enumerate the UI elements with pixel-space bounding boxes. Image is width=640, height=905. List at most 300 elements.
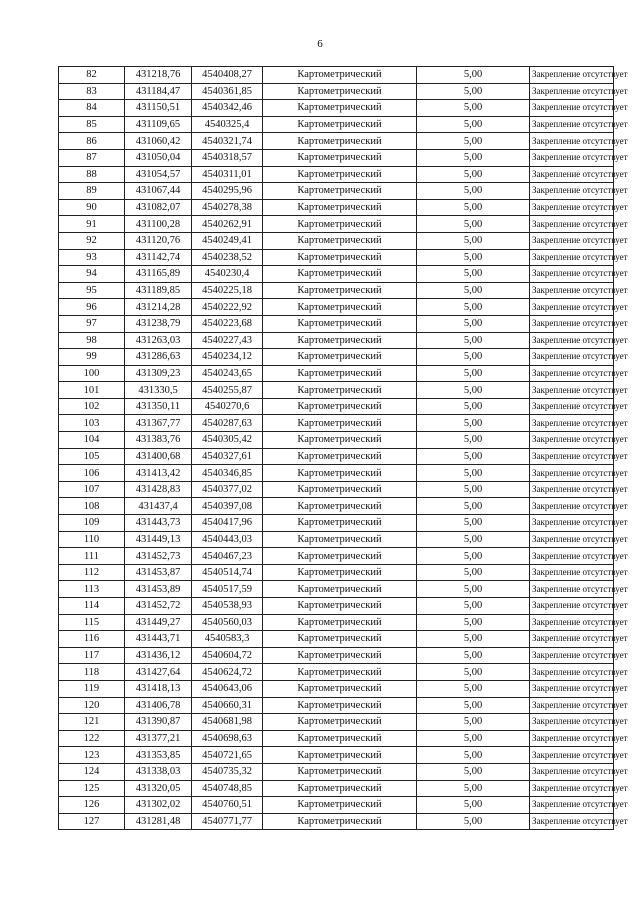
- accuracy-cell: 5,00: [417, 631, 530, 648]
- table-row: [59, 714, 614, 731]
- accuracy-cell: 5,00: [417, 465, 530, 482]
- point-number-cell: 82: [59, 67, 125, 84]
- y-coordinate-cell: 4540287,63: [192, 415, 263, 432]
- y-coordinate-cell: 4540278,38: [192, 199, 263, 216]
- point-number-cell: 114: [59, 598, 125, 615]
- table-row: [59, 133, 614, 150]
- status-cell: Закрепление отсутствует: [530, 680, 614, 697]
- method-cell: Картометрический: [263, 83, 417, 100]
- x-coordinate-cell: 431184,47: [125, 83, 192, 100]
- x-coordinate-cell: 431189,85: [125, 282, 192, 299]
- x-coordinate-cell: 431286,63: [125, 349, 192, 366]
- accuracy-cell: 5,00: [417, 249, 530, 266]
- point-number-cell: 86: [59, 133, 125, 150]
- status-cell: Закрепление отсутствует: [530, 149, 614, 166]
- method-cell: Картометрический: [263, 598, 417, 615]
- x-coordinate-cell: 431406,78: [125, 697, 192, 714]
- x-coordinate-cell: 431120,76: [125, 232, 192, 249]
- method-cell: Картометрический: [263, 249, 417, 266]
- status-cell: Закрепление отсутствует: [530, 498, 614, 515]
- accuracy-cell: 5,00: [417, 332, 530, 349]
- accuracy-cell: 5,00: [417, 664, 530, 681]
- y-coordinate-cell: 4540624,72: [192, 664, 263, 681]
- status-cell: Закрепление отсутствует: [530, 763, 614, 780]
- y-coordinate-cell: 4540467,23: [192, 548, 263, 565]
- table-row: [59, 813, 614, 830]
- point-number-cell: 108: [59, 498, 125, 515]
- accuracy-cell: 5,00: [417, 481, 530, 498]
- y-coordinate-cell: 4540270,6: [192, 398, 263, 415]
- y-coordinate-cell: 4540243,65: [192, 365, 263, 382]
- method-cell: Картометрический: [263, 647, 417, 664]
- method-cell: Картометрический: [263, 282, 417, 299]
- method-cell: Картометрический: [263, 481, 417, 498]
- method-cell: Картометрический: [263, 614, 417, 631]
- method-cell: Картометрический: [263, 216, 417, 233]
- y-coordinate-cell: 4540583,3: [192, 631, 263, 648]
- status-cell: Закрепление отсутствует: [530, 697, 614, 714]
- accuracy-cell: 5,00: [417, 747, 530, 764]
- x-coordinate-cell: 431320,05: [125, 780, 192, 797]
- y-coordinate-cell: 4540361,85: [192, 83, 263, 100]
- table-row: [59, 664, 614, 681]
- accuracy-cell: 5,00: [417, 166, 530, 183]
- point-number-cell: 90: [59, 199, 125, 216]
- status-cell: Закрепление отсутствует: [530, 166, 614, 183]
- x-coordinate-cell: 431400,68: [125, 448, 192, 465]
- point-number-cell: 103: [59, 415, 125, 432]
- y-coordinate-cell: 4540318,57: [192, 149, 263, 166]
- status-cell: Закрепление отсутствует: [530, 266, 614, 283]
- accuracy-cell: 5,00: [417, 763, 530, 780]
- y-coordinate-cell: 4540397,08: [192, 498, 263, 515]
- point-number-cell: 109: [59, 515, 125, 532]
- method-cell: Картометрический: [263, 183, 417, 200]
- status-cell: Закрепление отсутствует: [530, 614, 614, 631]
- status-cell: Закрепление отсутствует: [530, 747, 614, 764]
- method-cell: Картометрический: [263, 747, 417, 764]
- status-cell: Закрепление отсутствует: [530, 349, 614, 366]
- table-row: [59, 249, 614, 266]
- status-cell: Закрепление отсутствует: [530, 67, 614, 84]
- method-cell: Картометрический: [263, 299, 417, 316]
- accuracy-cell: 5,00: [417, 133, 530, 150]
- table-row: [59, 697, 614, 714]
- table-row: [59, 266, 614, 283]
- x-coordinate-cell: 431377,21: [125, 730, 192, 747]
- status-cell: Закрепление отсутствует: [530, 797, 614, 814]
- y-coordinate-cell: 4540327,61: [192, 448, 263, 465]
- status-cell: Закрепление отсутствует: [530, 415, 614, 432]
- x-coordinate-cell: 431418,13: [125, 680, 192, 697]
- point-number-cell: 95: [59, 282, 125, 299]
- point-number-cell: 121: [59, 714, 125, 731]
- table-row: [59, 581, 614, 598]
- y-coordinate-cell: 4540321,74: [192, 133, 263, 150]
- accuracy-cell: 5,00: [417, 282, 530, 299]
- table-row: [59, 315, 614, 332]
- point-number-cell: 117: [59, 647, 125, 664]
- table-row: [59, 67, 614, 84]
- x-coordinate-cell: 431350,11: [125, 398, 192, 415]
- accuracy-cell: 5,00: [417, 581, 530, 598]
- status-cell: Закрепление отсутствует: [530, 398, 614, 415]
- point-number-cell: 83: [59, 83, 125, 100]
- method-cell: Картометрический: [263, 382, 417, 399]
- point-number-cell: 115: [59, 614, 125, 631]
- x-coordinate-cell: 431218,76: [125, 67, 192, 84]
- status-cell: Закрепление отсутствует: [530, 83, 614, 100]
- status-cell: Закрепление отсутствует: [530, 813, 614, 830]
- y-coordinate-cell: 4540760,51: [192, 797, 263, 814]
- y-coordinate-cell: 4540408,27: [192, 67, 263, 84]
- y-coordinate-cell: 4540604,72: [192, 647, 263, 664]
- method-cell: Картометрический: [263, 315, 417, 332]
- x-coordinate-cell: 431067,44: [125, 183, 192, 200]
- point-number-cell: 122: [59, 730, 125, 747]
- point-number-cell: 99: [59, 349, 125, 366]
- status-cell: Закрепление отсутствует: [530, 647, 614, 664]
- y-coordinate-cell: 4540342,46: [192, 100, 263, 117]
- accuracy-cell: 5,00: [417, 714, 530, 731]
- accuracy-cell: 5,00: [417, 614, 530, 631]
- status-cell: Закрепление отсутствует: [530, 100, 614, 117]
- x-coordinate-cell: 431436,12: [125, 647, 192, 664]
- point-number-cell: 97: [59, 315, 125, 332]
- accuracy-cell: 5,00: [417, 232, 530, 249]
- status-cell: Закрепление отсутствует: [530, 199, 614, 216]
- method-cell: Картометрический: [263, 664, 417, 681]
- status-cell: Закрепление отсутствует: [530, 249, 614, 266]
- table-row: [59, 349, 614, 366]
- table-row: [59, 763, 614, 780]
- method-cell: Картометрический: [263, 199, 417, 216]
- y-coordinate-cell: 4540748,85: [192, 780, 263, 797]
- method-cell: Картометрический: [263, 149, 417, 166]
- table-row: [59, 481, 614, 498]
- table-row: [59, 680, 614, 697]
- accuracy-cell: 5,00: [417, 780, 530, 797]
- y-coordinate-cell: 4540230,4: [192, 266, 263, 283]
- point-number-cell: 110: [59, 531, 125, 548]
- x-coordinate-cell: 431309,23: [125, 365, 192, 382]
- status-cell: Закрепление отсутствует: [530, 631, 614, 648]
- status-cell: Закрепление отсутствует: [530, 730, 614, 747]
- table-row: [59, 100, 614, 117]
- method-cell: Картометрический: [263, 531, 417, 548]
- x-coordinate-cell: 431453,87: [125, 564, 192, 581]
- method-cell: Картометрический: [263, 166, 417, 183]
- y-coordinate-cell: 4540325,4: [192, 116, 263, 133]
- table-row: [59, 448, 614, 465]
- point-number-cell: 105: [59, 448, 125, 465]
- x-coordinate-cell: 431353,85: [125, 747, 192, 764]
- status-cell: Закрепление отсутствует: [530, 332, 614, 349]
- x-coordinate-cell: 431367,77: [125, 415, 192, 432]
- point-number-cell: 123: [59, 747, 125, 764]
- status-cell: Закрепление отсутствует: [530, 282, 614, 299]
- table-row: [59, 299, 614, 316]
- x-coordinate-cell: 431427,64: [125, 664, 192, 681]
- status-cell: Закрепление отсутствует: [530, 432, 614, 449]
- table-row: [59, 797, 614, 814]
- point-number-cell: 112: [59, 564, 125, 581]
- status-cell: Закрепление отсутствует: [530, 465, 614, 482]
- method-cell: Картометрический: [263, 465, 417, 482]
- accuracy-cell: 5,00: [417, 398, 530, 415]
- point-number-cell: 92: [59, 232, 125, 249]
- x-coordinate-cell: 431281,48: [125, 813, 192, 830]
- point-number-cell: 93: [59, 249, 125, 266]
- point-number-cell: 104: [59, 432, 125, 449]
- method-cell: Картометрический: [263, 714, 417, 731]
- method-cell: Картометрический: [263, 730, 417, 747]
- accuracy-cell: 5,00: [417, 116, 530, 133]
- accuracy-cell: 5,00: [417, 432, 530, 449]
- point-number-cell: 87: [59, 149, 125, 166]
- status-cell: Закрепление отсутствует: [530, 564, 614, 581]
- table-row: [59, 531, 614, 548]
- point-number-cell: 102: [59, 398, 125, 415]
- accuracy-cell: 5,00: [417, 548, 530, 565]
- accuracy-cell: 5,00: [417, 83, 530, 100]
- point-number-cell: 85: [59, 116, 125, 133]
- point-number-cell: 88: [59, 166, 125, 183]
- accuracy-cell: 5,00: [417, 813, 530, 830]
- x-coordinate-cell: 431302,02: [125, 797, 192, 814]
- status-cell: Закрепление отсутствует: [530, 216, 614, 233]
- x-coordinate-cell: 431413,42: [125, 465, 192, 482]
- accuracy-cell: 5,00: [417, 498, 530, 515]
- x-coordinate-cell: 431050,04: [125, 149, 192, 166]
- y-coordinate-cell: 4540514,74: [192, 564, 263, 581]
- status-cell: Закрепление отсутствует: [530, 315, 614, 332]
- y-coordinate-cell: 4540735,32: [192, 763, 263, 780]
- method-cell: Картометрический: [263, 797, 417, 814]
- method-cell: Картометрический: [263, 398, 417, 415]
- x-coordinate-cell: 431338,03: [125, 763, 192, 780]
- status-cell: Закрепление отсутствует: [530, 133, 614, 150]
- x-coordinate-cell: 431142,74: [125, 249, 192, 266]
- point-number-cell: 98: [59, 332, 125, 349]
- table-row: [59, 216, 614, 233]
- point-number-cell: 100: [59, 365, 125, 382]
- y-coordinate-cell: 4540698,63: [192, 730, 263, 747]
- status-cell: Закрепление отсутствует: [530, 714, 614, 731]
- method-cell: Картометрический: [263, 67, 417, 84]
- method-cell: Картометрический: [263, 349, 417, 366]
- method-cell: Картометрический: [263, 697, 417, 714]
- y-coordinate-cell: 4540771,77: [192, 813, 263, 830]
- accuracy-cell: 5,00: [417, 647, 530, 664]
- y-coordinate-cell: 4540346,85: [192, 465, 263, 482]
- method-cell: Картометрический: [263, 232, 417, 249]
- accuracy-cell: 5,00: [417, 730, 530, 747]
- x-coordinate-cell: 431109,65: [125, 116, 192, 133]
- accuracy-cell: 5,00: [417, 680, 530, 697]
- table-row: [59, 232, 614, 249]
- point-number-cell: 96: [59, 299, 125, 316]
- x-coordinate-cell: 431165,89: [125, 266, 192, 283]
- point-number-cell: 113: [59, 581, 125, 598]
- method-cell: Картометрический: [263, 564, 417, 581]
- y-coordinate-cell: 4540443,03: [192, 531, 263, 548]
- method-cell: Картометрический: [263, 498, 417, 515]
- y-coordinate-cell: 4540222,92: [192, 299, 263, 316]
- accuracy-cell: 5,00: [417, 697, 530, 714]
- status-cell: Закрепление отсутствует: [530, 515, 614, 532]
- y-coordinate-cell: 4540223,68: [192, 315, 263, 332]
- table-row: [59, 548, 614, 565]
- x-coordinate-cell: 431437,4: [125, 498, 192, 515]
- y-coordinate-cell: 4540517,59: [192, 581, 263, 598]
- accuracy-cell: 5,00: [417, 299, 530, 316]
- point-number-cell: 91: [59, 216, 125, 233]
- method-cell: Картометрический: [263, 548, 417, 565]
- y-coordinate-cell: 4540721,65: [192, 747, 263, 764]
- table-row: [59, 83, 614, 100]
- table-row: [59, 647, 614, 664]
- status-cell: Закрепление отсутствует: [530, 232, 614, 249]
- method-cell: Картометрический: [263, 100, 417, 117]
- table-row: [59, 166, 614, 183]
- point-number-cell: 116: [59, 631, 125, 648]
- accuracy-cell: 5,00: [417, 100, 530, 117]
- method-cell: Картометрический: [263, 415, 417, 432]
- accuracy-cell: 5,00: [417, 598, 530, 615]
- status-cell: Закрепление отсутствует: [530, 598, 614, 615]
- accuracy-cell: 5,00: [417, 149, 530, 166]
- method-cell: Картометрический: [263, 266, 417, 283]
- point-number-cell: 107: [59, 481, 125, 498]
- x-coordinate-cell: 431100,28: [125, 216, 192, 233]
- table-row: [59, 415, 614, 432]
- y-coordinate-cell: 4540643,06: [192, 680, 263, 697]
- accuracy-cell: 5,00: [417, 266, 530, 283]
- accuracy-cell: 5,00: [417, 382, 530, 399]
- method-cell: Картометрический: [263, 780, 417, 797]
- x-coordinate-cell: 431060,42: [125, 133, 192, 150]
- x-coordinate-cell: 431449,13: [125, 531, 192, 548]
- y-coordinate-cell: 4540311,01: [192, 166, 263, 183]
- accuracy-cell: 5,00: [417, 448, 530, 465]
- method-cell: Картометрический: [263, 631, 417, 648]
- point-number-cell: 119: [59, 680, 125, 697]
- accuracy-cell: 5,00: [417, 216, 530, 233]
- method-cell: Картометрический: [263, 763, 417, 780]
- table-row: [59, 498, 614, 515]
- accuracy-cell: 5,00: [417, 315, 530, 332]
- accuracy-cell: 5,00: [417, 515, 530, 532]
- x-coordinate-cell: 431443,71: [125, 631, 192, 648]
- y-coordinate-cell: 4540262,91: [192, 216, 263, 233]
- y-coordinate-cell: 4540227,43: [192, 332, 263, 349]
- point-number-cell: 84: [59, 100, 125, 117]
- table-row: [59, 515, 614, 532]
- y-coordinate-cell: 4540225,18: [192, 282, 263, 299]
- point-number-cell: 94: [59, 266, 125, 283]
- x-coordinate-cell: 431452,73: [125, 548, 192, 565]
- status-cell: Закрепление отсутствует: [530, 548, 614, 565]
- status-cell: Закрепление отсутствует: [530, 382, 614, 399]
- table-row: [59, 282, 614, 299]
- table-row: [59, 398, 614, 415]
- status-cell: Закрепление отсутствует: [530, 780, 614, 797]
- table-row: [59, 614, 614, 631]
- method-cell: Картометрический: [263, 332, 417, 349]
- table-row: [59, 149, 614, 166]
- table-row: [59, 631, 614, 648]
- accuracy-cell: 5,00: [417, 183, 530, 200]
- point-number-cell: 111: [59, 548, 125, 565]
- method-cell: Картометрический: [263, 515, 417, 532]
- y-coordinate-cell: 4540234,12: [192, 349, 263, 366]
- page-number: 6: [317, 38, 323, 50]
- status-cell: Закрепление отсутствует: [530, 664, 614, 681]
- point-number-cell: 125: [59, 780, 125, 797]
- table-row: [59, 564, 614, 581]
- accuracy-cell: 5,00: [417, 797, 530, 814]
- x-coordinate-cell: 431054,57: [125, 166, 192, 183]
- status-cell: Закрепление отсутствует: [530, 581, 614, 598]
- accuracy-cell: 5,00: [417, 199, 530, 216]
- x-coordinate-cell: 431428,83: [125, 481, 192, 498]
- point-number-cell: 89: [59, 183, 125, 200]
- status-cell: Закрепление отсутствует: [530, 116, 614, 133]
- x-coordinate-cell: 431453,89: [125, 581, 192, 598]
- x-coordinate-cell: 431150,51: [125, 100, 192, 117]
- accuracy-cell: 5,00: [417, 415, 530, 432]
- status-cell: Закрепление отсутствует: [530, 365, 614, 382]
- table-row: [59, 780, 614, 797]
- x-coordinate-cell: 431330,5: [125, 382, 192, 399]
- x-coordinate-cell: 431452,72: [125, 598, 192, 615]
- table-row: [59, 382, 614, 399]
- table-row: [59, 116, 614, 133]
- y-coordinate-cell: 4540417,96: [192, 515, 263, 532]
- y-coordinate-cell: 4540255,87: [192, 382, 263, 399]
- accuracy-cell: 5,00: [417, 365, 530, 382]
- table-row: [59, 332, 614, 349]
- x-coordinate-cell: 431443,73: [125, 515, 192, 532]
- table-row: [59, 199, 614, 216]
- x-coordinate-cell: 431082,07: [125, 199, 192, 216]
- table-row: [59, 730, 614, 747]
- method-cell: Картометрический: [263, 365, 417, 382]
- x-coordinate-cell: 431383,76: [125, 432, 192, 449]
- coordinates-table-body: [59, 67, 628, 830]
- x-coordinate-cell: 431214,28: [125, 299, 192, 316]
- accuracy-cell: 5,00: [417, 349, 530, 366]
- status-cell: Закрепление отсутствует: [530, 448, 614, 465]
- y-coordinate-cell: 4540249,41: [192, 232, 263, 249]
- point-number-cell: 124: [59, 763, 125, 780]
- y-coordinate-cell: 4540377,02: [192, 481, 263, 498]
- y-coordinate-cell: 4540295,96: [192, 183, 263, 200]
- y-coordinate-cell: 4540238,52: [192, 249, 263, 266]
- method-cell: Картометрический: [263, 133, 417, 150]
- method-cell: Картометрический: [263, 680, 417, 697]
- coordinates-table: [58, 66, 628, 830]
- x-coordinate-cell: 431263,03: [125, 332, 192, 349]
- method-cell: Картометрический: [263, 581, 417, 598]
- table-row: [59, 747, 614, 764]
- table-row: [59, 183, 614, 200]
- point-number-cell: 127: [59, 813, 125, 830]
- point-number-cell: 118: [59, 664, 125, 681]
- method-cell: Картометрический: [263, 432, 417, 449]
- point-number-cell: 120: [59, 697, 125, 714]
